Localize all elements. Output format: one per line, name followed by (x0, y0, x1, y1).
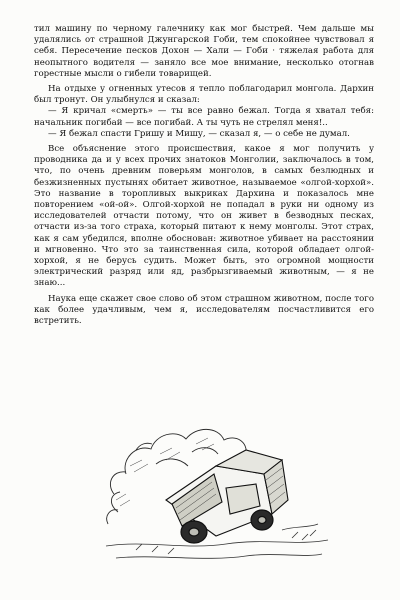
paragraph-2: На отдыхе у огненных утесов я тепло поблагодарил монгола. Дархин был тронут. Он улыбнулся и сказал: (34, 84, 374, 106)
paragraph-5: Все объяснение этого происшествия, какое я мог получить у проводника да и у всех прочих знатоков Монголии, заключалось в том, что, по очень древним поверьям монголов, в самых безлюдных и безжизненных пустынях обитает животное, называемое «олгой-хорхой». Это название в торопливых выкриках Дархина и показалось мне повторением «ой-ой». Олгой-хорхой не попадал в руки ни одному из исследователей отчасти потому, что он живет в безводных песках, отчасти из-за того страха, который питают к нему монголы. Этот страх, как я сам убедился, вполне обоснован: животное убивает на расстоянии и мгновенно. Что это за таинственная сила, которой обладает олгой-хорхой, я не берусь судить. Может быть, это огромной мощности электрический разряд или яд, разбрызгиваемый животным, — я не знаю... (34, 144, 374, 289)
paragraph-3: — Я кричал «смерть» — ты все равно бежал. Тогда я хватал тебя: начальник погибай — все погибай. А ты чуть не стрелял меня!.. (34, 106, 374, 128)
page-text (34, 24, 374, 327)
paragraph-6: Наука еще скажет свое слово об этом страшном животном, после того как более удачливым, чем я, исследователям посчастливится его встретить. (34, 293, 374, 327)
paragraph-1: тил машину по черному галечнику как мог быстрей. Чем дальше мы удалялись от страшной Джунгарской Гоби, тем спокойнее чувствовал я себя. Пересечение песков Дохон — Хали — Гоби · тяжелая работа для неопытного водителя — заняло все мое внимание, несколько отогнав горестные мысли о гибели товарищей. (34, 24, 374, 79)
truck-illustration (96, 404, 336, 574)
paragraph-4: — Я бежал спасти Гришу и Мишу, — сказал я, — о себе не думал. (48, 128, 350, 139)
